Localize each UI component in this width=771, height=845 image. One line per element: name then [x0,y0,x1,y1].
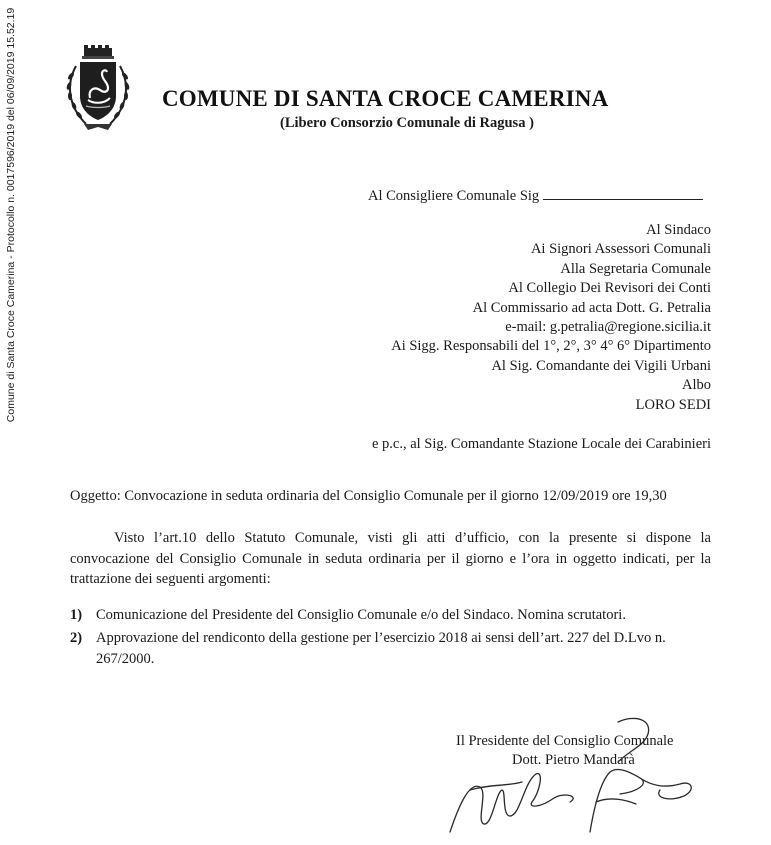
agenda-item [70,628,711,670]
recipient-line: Al Commissario ad acta Dott. G. Petralia [472,299,711,316]
subject-line: Oggetto: Convocazione in seduta ordinaria del Consiglio Comunale per il giorno 12/09/2019 ore 19,30 [70,488,667,504]
recipient-line: LORO SEDI [635,396,711,413]
cc-line: e p.c., al Sig. Comandante Stazione Locale dei Carabinieri [371,436,711,452]
recipient-line: Al Sindaco [646,222,711,238]
agenda-list [70,605,711,670]
recipient-line: Al Sig. Comandante dei Vigili Urbani [491,357,711,374]
recipient-line: Ai Signori Assessori Comunali [530,241,711,258]
primary-recipient [368,186,703,206]
protocol-stamp-text: Comune di Santa Croce Camerina - Protocollo n. 0017596/2019 del 06/09/2019 15.52.19 [5,7,17,423]
agenda-item-text: Comunicazione del Presidente del Consiglio Comunale e/o del Sindaco. Nomina scrutatori. [96,607,626,623]
primary-recipient-label: Al Consigliere Comunale Sig [368,188,540,204]
signatory-name: Dott. Pietro Mandarà [512,752,635,768]
agenda-item [70,605,711,626]
municipality-title: COMUNE DI SANTA CROCE CAMERINA [162,86,609,111]
agenda-item-number: 2) [70,630,83,646]
municipal-crest-icon [62,44,134,136]
recipient-line: Al Collegio Dei Revisori dei Conti [508,280,711,297]
agenda-item-text: Approvazione del rendiconto della gestione per l’esercizio 2018 ai sensi dell’art. 227 del D.Lvo n. 267/2000. [96,630,666,667]
recipient-line: Albo [682,377,711,394]
municipality-subtitle: (Libero Consorzio Comunale di Ragusa ) [280,115,534,131]
agenda-item-number: 1) [70,607,83,623]
recipient-email: e-mail: g.petralia@regione.sicilia.it [505,319,711,336]
body-paragraph: Visto l’art.10 dello Statuto Comunale, visti gli atti d’ufficio, con la presente si dispone la convocazione del Consiglio Comunale in seduta ordinaria per il giorno e l’ora in oggetto indicati, per la trattazione dei seguenti argomenti: [70,530,711,587]
recipient-line: Alla Segretaria Comunale [560,260,711,277]
protocol-stamp [0,0,22,430]
recipients-list [391,221,711,415]
signatory-role: Il Presidente del Consiglio Comunale [456,733,674,749]
recipient-line: Ai Sigg. Responsabili del 1°, 2°, 3° 4° 6° Dipartimento [391,338,711,355]
name-blank-line [543,189,703,200]
handwritten-signature-icon [440,712,710,842]
